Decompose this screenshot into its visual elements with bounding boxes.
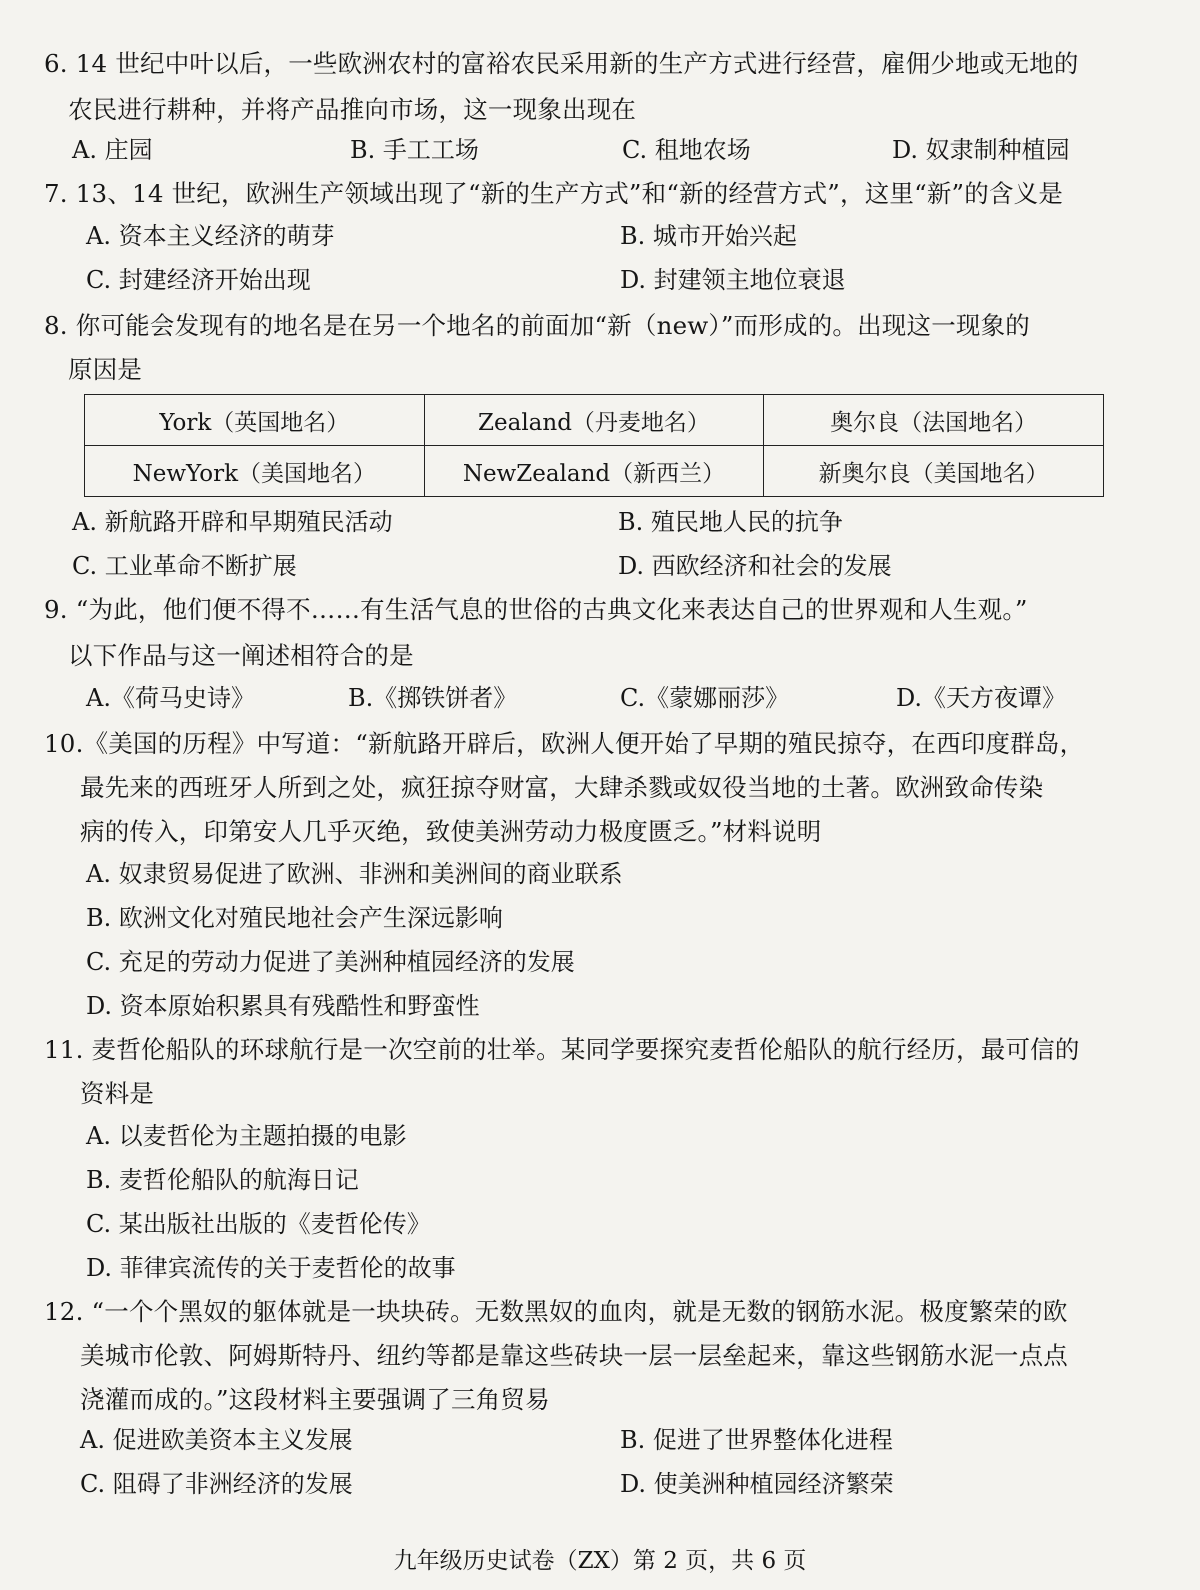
q9-option-b: B.《掷铁饼者》 xyxy=(348,684,518,712)
table-cell: NewYork（美国地名） xyxy=(85,446,425,497)
q6-option-d: D. 奴隶制种植园 xyxy=(892,136,1070,164)
place-names-table xyxy=(84,394,1104,497)
q6-option-b: B. 手工工场 xyxy=(350,136,479,164)
q6-option-a: A. 庄园 xyxy=(72,136,153,164)
q7-option-a: A. 资本主义经济的萌芽 xyxy=(86,222,335,250)
page-footer: 九年级历史试卷（ZX）第 2 页，共 6 页 xyxy=(393,1548,807,1574)
q7-stem-line-1: 7. 13、14 世纪，欧洲生产领域出现了“新的生产方式”和“新的经营方式”，这里“新”的含义是 xyxy=(44,179,1064,208)
q6-option-c: C. 租地农场 xyxy=(622,136,751,164)
q10-option-a: A. 奴隶贸易促进了欧洲、非洲和美洲间的商业联系 xyxy=(86,860,623,888)
q7-option-b: B. 城市开始兴起 xyxy=(620,222,797,250)
q9-option-a: A.《荷马史诗》 xyxy=(86,684,255,712)
q10-stem-line-2: 最先来的西班牙人所到之处，疯狂掠夺财富，大肆杀戮或奴役当地的土著。欧洲致命传染 xyxy=(80,773,1044,802)
q7-option-c: C. 封建经济开始出现 xyxy=(86,266,311,294)
q11-stem-line-1: 11. 麦哲伦船队的环球航行是一次空前的壮举。某同学要探究麦哲伦船队的航行经历，最可信的 xyxy=(44,1035,1080,1064)
q10-stem-line-3: 病的传入，印第安人几乎灭绝，致使美洲劳动力极度匮乏。”材料说明 xyxy=(80,817,822,846)
table-cell: York（英国地名） xyxy=(85,395,425,446)
q11-option-a: A. 以麦哲伦为主题拍摄的电影 xyxy=(86,1122,407,1150)
q8-stem-line-2: 原因是 xyxy=(68,355,143,384)
q12-option-a: A. 促进欧美资本主义发展 xyxy=(80,1426,353,1454)
table-cell: 新奥尔良（美国地名） xyxy=(764,446,1104,497)
q10-option-c: C. 充足的劳动力促进了美洲种植园经济的发展 xyxy=(86,948,575,976)
q6-stem-line-1: 6. 14 世纪中叶以后，一些欧洲农村的富裕农民采用新的生产方式进行经营，雇佣少地或无地的 xyxy=(44,49,1079,78)
q9-stem-line-1: 9. “为此，他们便不得不……有生活气息的世俗的古典文化来表达自己的世界观和人生观。” xyxy=(44,595,1028,624)
q10-option-d: D. 资本原始积累具有残酷性和野蛮性 xyxy=(86,992,480,1020)
q12-option-b: B. 促进了世界整体化进程 xyxy=(620,1426,893,1454)
q7-option-d: D. 封建领主地位衰退 xyxy=(620,266,846,294)
q10-stem-line-1: 10.《美国的历程》中写道：“新航路开辟后，欧洲人便开始了早期的殖民掠夺，在西印度群岛， xyxy=(44,729,1085,758)
table-cell: Zealand（丹麦地名） xyxy=(424,395,764,446)
q12-stem-line-3: 浇灌而成的。”这段材料主要强调了三角贸易 xyxy=(80,1385,550,1414)
q11-option-d: D. 菲律宾流传的关于麦哲伦的故事 xyxy=(86,1254,456,1282)
q9-option-c: C.《蒙娜丽莎》 xyxy=(620,684,790,712)
table-row xyxy=(85,395,1104,446)
q8-option-b: B. 殖民地人民的抗争 xyxy=(618,508,843,536)
table-cell: 奥尔良（法国地名） xyxy=(764,395,1104,446)
q11-stem-line-2: 资料是 xyxy=(80,1079,155,1108)
q12-option-d: D. 使美洲种植园经济繁荣 xyxy=(620,1470,894,1498)
q10-option-b: B. 欧洲文化对殖民地社会产生深远影响 xyxy=(86,904,503,932)
q6-stem-line-2: 农民进行耕种，并将产品推向市场，这一现象出现在 xyxy=(68,95,637,124)
table-cell: NewZealand（新西兰） xyxy=(424,446,764,497)
q11-option-b: B. 麦哲伦船队的航海日记 xyxy=(86,1166,359,1194)
q11-option-c: C. 某出版社出版的《麦哲伦传》 xyxy=(86,1210,431,1238)
q8-option-c: C. 工业革命不断扩展 xyxy=(72,552,297,580)
q8-option-d: D. 西欧经济和社会的发展 xyxy=(618,552,892,580)
q12-option-c: C. 阻碍了非洲经济的发展 xyxy=(80,1470,353,1498)
table-row xyxy=(85,446,1104,497)
q8-option-a: A. 新航路开辟和早期殖民活动 xyxy=(72,508,393,536)
q8-stem-line-1: 8. 你可能会发现有的地名是在另一个地名的前面加“新（new）”而形成的。出现这一现象的 xyxy=(44,311,1031,340)
q12-stem-line-1: 12. “一个个黑奴的躯体就是一块块砖。无数黑奴的血肉，就是无数的钢筋水泥。极度繁荣的欧 xyxy=(44,1297,1068,1326)
q9-stem-line-2: 以下作品与这一阐述相符合的是 xyxy=(68,641,414,670)
q9-option-d: D.《天方夜谭》 xyxy=(896,684,1067,712)
q12-stem-line-2: 美城市伦敦、阿姆斯特丹、纽约等都是靠这些砖块一层一层垒起来，靠这些钢筋水泥一点点 xyxy=(80,1341,1068,1370)
